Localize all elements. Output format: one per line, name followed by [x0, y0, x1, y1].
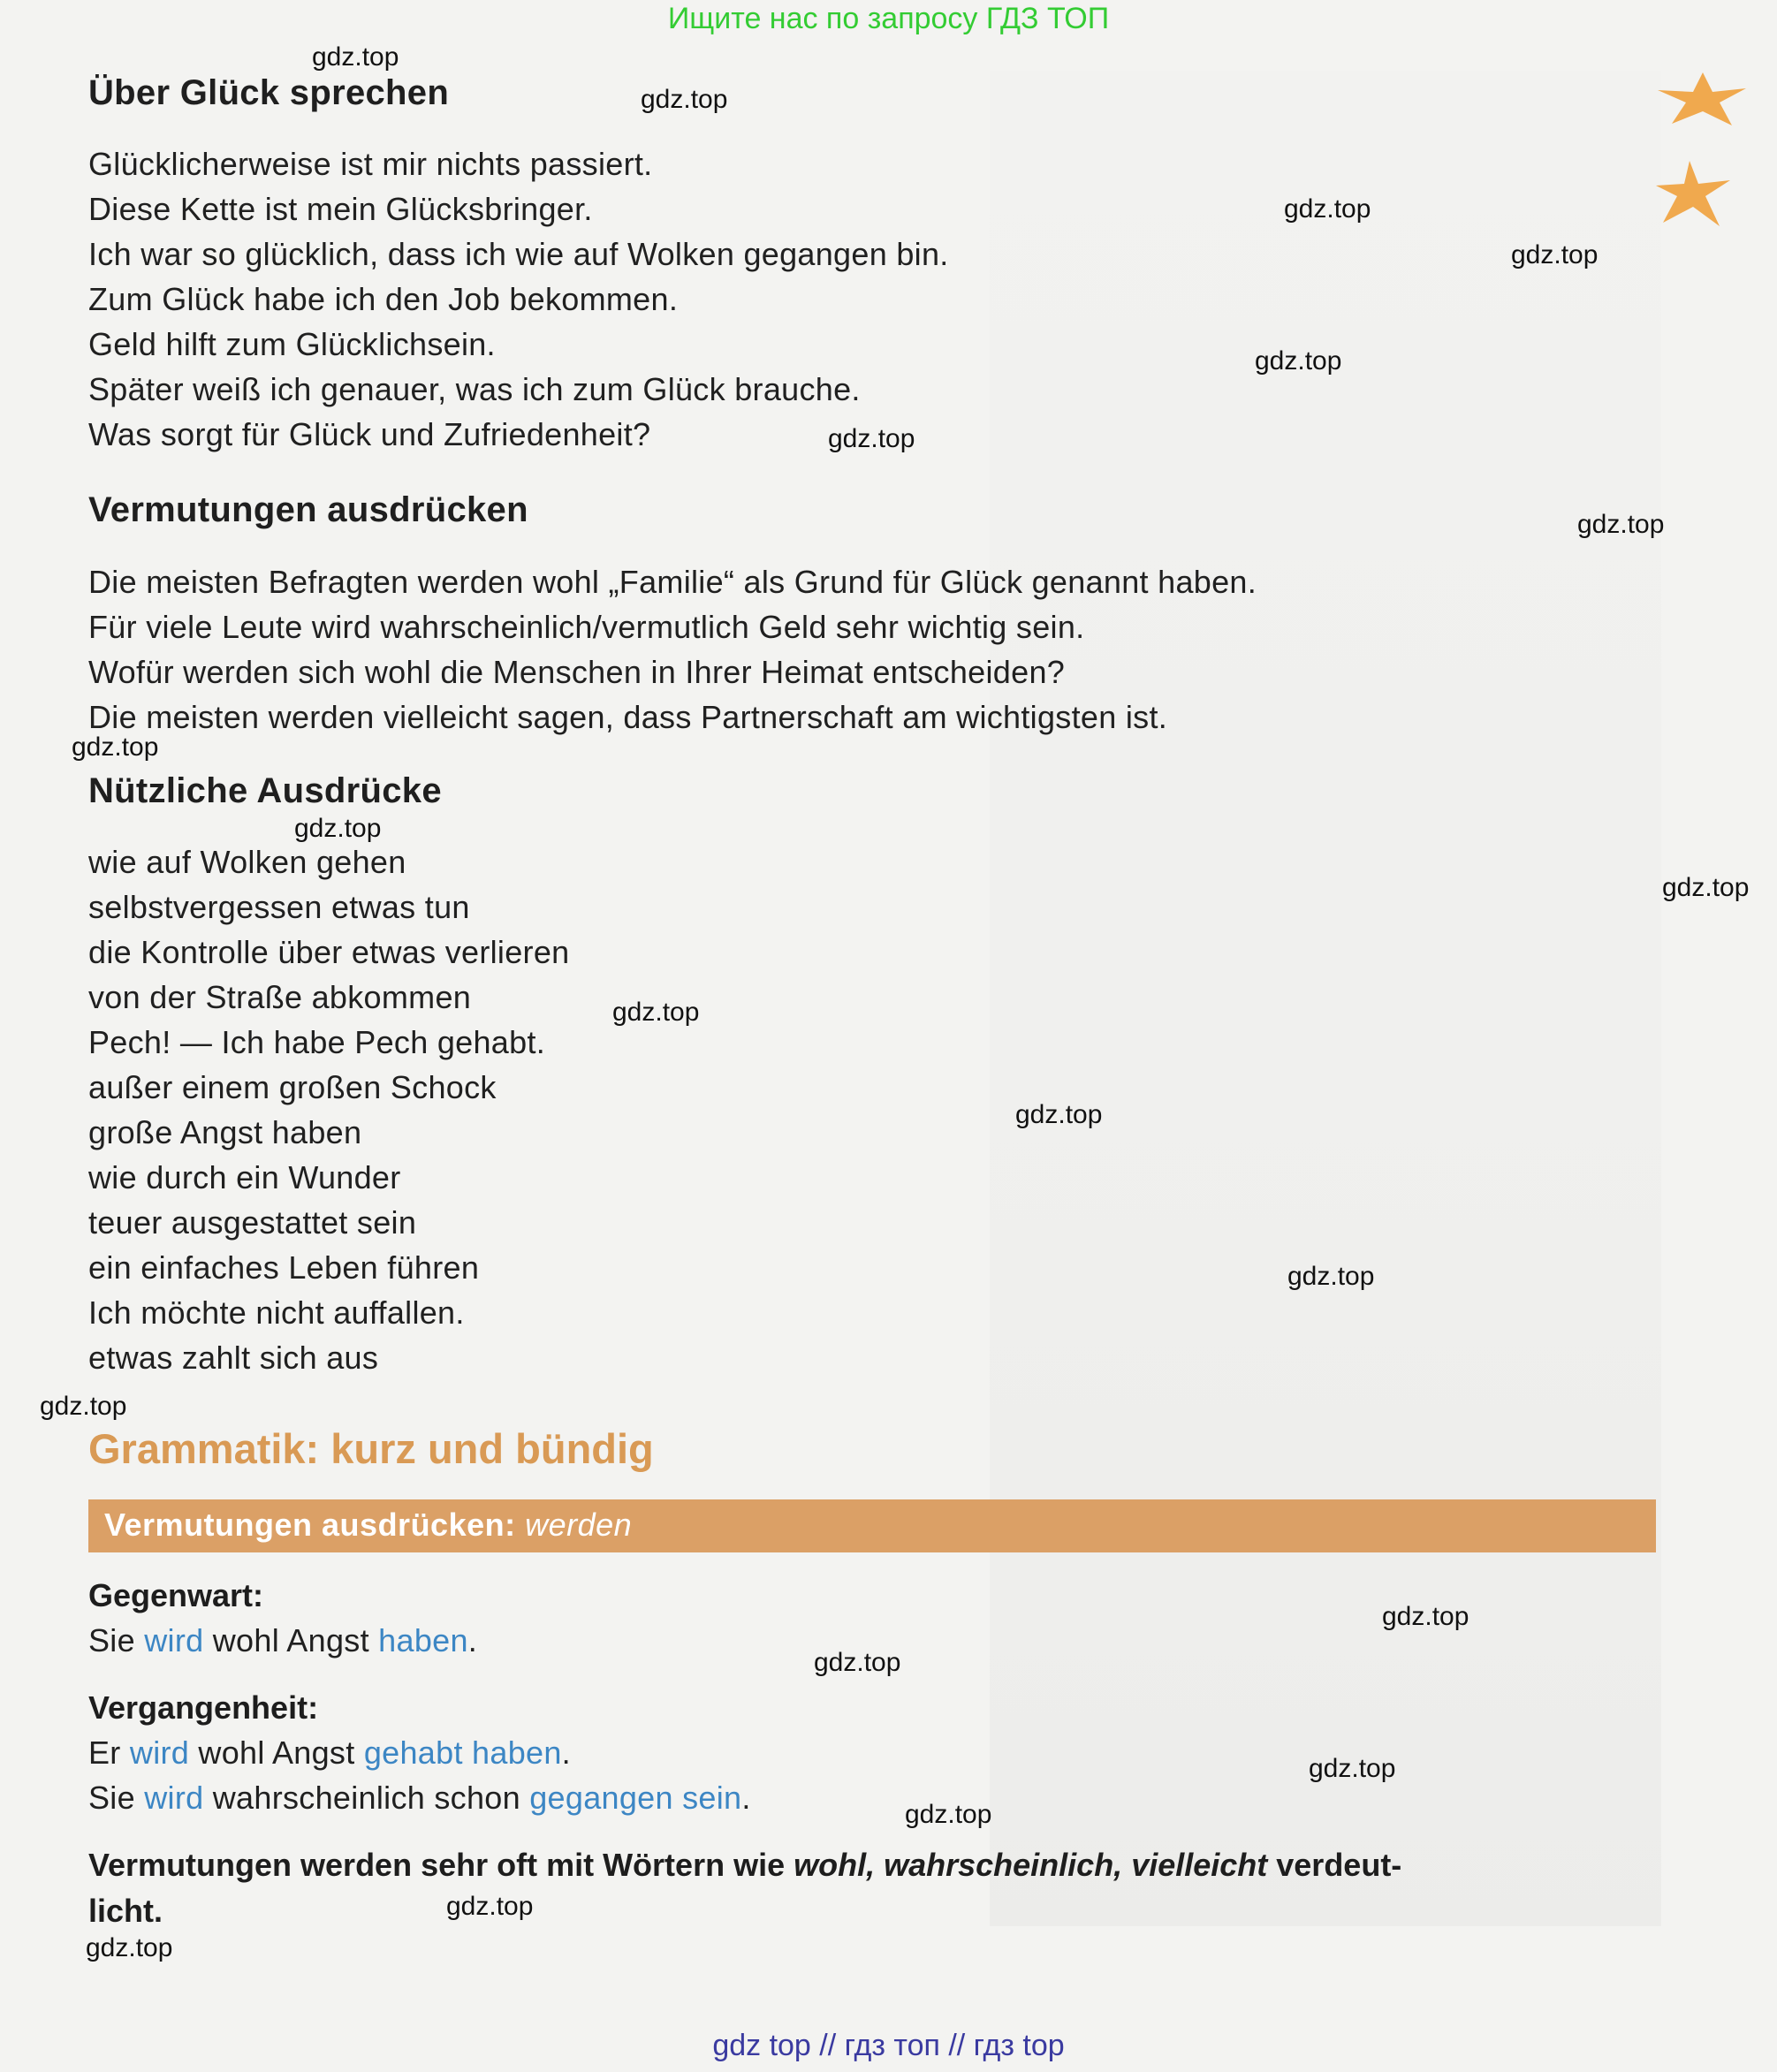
list-item: Diese Kette ist mein Glücksbringer.	[88, 191, 593, 227]
list-item: von der Straße abkommen	[88, 979, 472, 1015]
top-banner[interactable]: Ищите нас по запросу ГДЗ ТОП	[667, 2, 1110, 35]
list-item: außer einem großen Schock	[88, 1069, 497, 1105]
watermark: gdz.top	[446, 1892, 534, 1921]
watermark: gdz.top	[1287, 1262, 1375, 1291]
watermark: gdz.top	[40, 1392, 127, 1421]
watermark: gdz.top	[814, 1648, 901, 1677]
watermark: gdz.top	[1015, 1100, 1103, 1129]
example-sentence: Sie wird wahrscheinlich schon gegangen sein.	[88, 1780, 751, 1816]
heading-nuetzliche-ausdruecke: Nützliche Ausdrücke	[88, 771, 442, 810]
star-icon	[1654, 159, 1734, 230]
list-item: teuer ausgestattet sein	[88, 1204, 417, 1241]
watermark: gdz.top	[1577, 510, 1665, 539]
list-item: Wofür werden sich wohl die Menschen in Ihrer Heimat entscheiden?	[88, 654, 1066, 690]
watermark: gdz.top	[1309, 1754, 1396, 1783]
example-sentence: Er wird wohl Angst gehabt haben.	[88, 1734, 571, 1771]
list-item: Ich möchte nicht auffallen.	[88, 1294, 465, 1331]
watermark: gdz.top	[905, 1800, 992, 1829]
list-item: Was sorgt für Glück und Zufriedenheit?	[88, 416, 651, 452]
list-item: wie auf Wolken gehen	[88, 844, 406, 880]
list-item: etwas zahlt sich aus	[88, 1340, 379, 1376]
watermark: gdz.top	[1255, 346, 1342, 376]
list-item: Pech! — Ich habe Pech gehabt.	[88, 1024, 546, 1060]
list-item: Glücklicherweise ist mir nichts passiert.	[88, 146, 653, 182]
watermark: gdz.top	[1382, 1602, 1469, 1631]
list-item: Geld hilft zum Glücklichsein.	[88, 326, 496, 362]
watermark: gdz.top	[312, 42, 399, 72]
list-item: die Kontrolle über etwas verlieren	[88, 934, 570, 970]
list-item: wie durch ein Wunder	[88, 1159, 401, 1195]
grammar-rule-bar	[88, 1499, 1656, 1552]
grammar-rule-label: Vermutungen ausdrücken: werden	[104, 1507, 633, 1543]
list-item: Die meisten werden vielleicht sagen, dass Partnerschaft am wichtigsten ist.	[88, 699, 1168, 735]
watermark: gdz.top	[1662, 873, 1750, 902]
watermark: gdz.top	[641, 85, 728, 114]
heading-grammatik: Grammatik: kurz und bündig	[88, 1425, 654, 1472]
watermark: gdz.top	[72, 732, 159, 762]
list-item: Zum Glück habe ich den Job bekommen.	[88, 281, 679, 317]
list-item: große Angst haben	[88, 1114, 362, 1150]
list-item: Ich war so glücklich, dass ich wie auf Wolken gegangen bin.	[88, 236, 949, 272]
list-item: Später weiß ich genauer, was ich zum Glück brauche.	[88, 371, 861, 407]
watermark: gdz.top	[86, 1933, 173, 1962]
star-icon	[1654, 69, 1751, 131]
list-item: selbstvergessen etwas tun	[88, 889, 470, 925]
list-item: Für viele Leute wird wahrscheinlich/vermutlich Geld sehr wichtig sein.	[88, 609, 1085, 645]
watermark: gdz.top	[612, 998, 700, 1027]
label-vergangenheit: Vergangenheit:	[88, 1689, 319, 1726]
watermark: gdz.top	[828, 424, 915, 453]
grammar-note: Vermutungen werden sehr oft mit Wörtern wie wohl, wahrscheinlich, vielleicht verdeut- licht.	[88, 1847, 1402, 1929]
label-gegenwart: Gegenwart:	[88, 1577, 264, 1613]
bottom-banner[interactable]: gdz top // гдз топ // гдз top	[712, 2029, 1065, 2062]
watermark: gdz.top	[294, 814, 382, 843]
example-sentence: Sie wird wohl Angst haben.	[88, 1622, 478, 1658]
list-item: Die meisten Befragten werden wohl „Familie“ als Grund für Glück genannt haben.	[88, 564, 1257, 600]
heading-vermutungen: Vermutungen ausdrücken	[88, 490, 528, 529]
watermark: gdz.top	[1511, 240, 1599, 269]
heading-ueber-glueck: Über Glück sprechen	[88, 73, 450, 112]
watermark: gdz.top	[1284, 194, 1371, 224]
list-item: ein einfaches Leben führen	[88, 1249, 480, 1286]
